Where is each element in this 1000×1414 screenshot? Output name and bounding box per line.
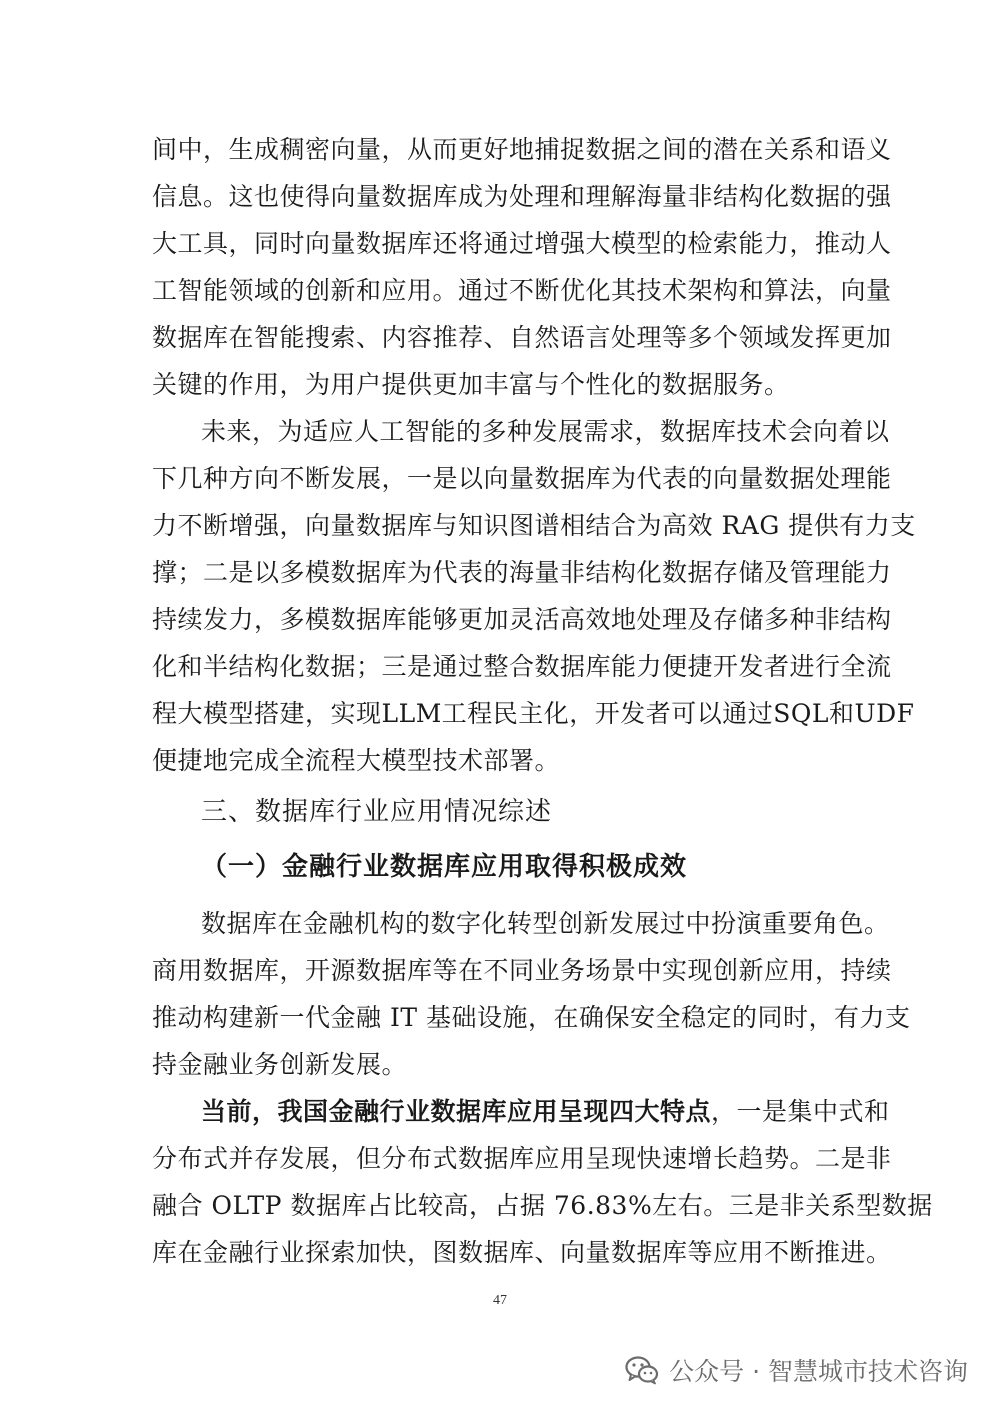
paragraph-line: 便捷地完成全流程大模型技术部署。: [152, 746, 561, 775]
paragraph-line: 融合 OLTP 数据库占比较高，占据 76.83%左右。三是非关系型数据: [152, 1191, 933, 1220]
paragraph-line: 下几种方向不断发展，一是以向量数据库为代表的向量数据处理能: [152, 464, 892, 493]
paragraph-line: 工智能领域的创新和应用。通过不断优化其技术架构和算法，向量: [152, 276, 892, 305]
paragraph-line: 库在金融行业探索加快，图数据库、向量数据库等应用不断推进。: [152, 1238, 892, 1267]
page-number: 47: [493, 1293, 507, 1308]
paragraph-line: 信息。这也使得向量数据库成为处理和理解海量非结构化数据的强: [152, 182, 892, 211]
paragraph-line: 推动构建新一代金融 IT 基础设施，在确保安全稳定的同时，有力支: [152, 1003, 911, 1032]
bold-lead-text: 当前，我国金融行业数据库应用呈现四大特点: [201, 1097, 712, 1126]
paragraph-line: 撑；二是以多模数据库为代表的海量非结构化数据存储及管理能力: [152, 558, 892, 587]
paragraph-line: 持续发力，多模数据库能够更加灵活高效地处理及存储多种非结构: [152, 605, 892, 634]
wechat-icon: [625, 1355, 659, 1385]
paragraph-line: 分布式并存发展，但分布式数据库应用呈现快速增长趋势。二是非: [152, 1144, 892, 1173]
watermark-text: 公众号 · 智慧城市技术咨询: [669, 1357, 968, 1386]
subsection-heading: （一）金融行业数据库应用取得积极成效: [201, 852, 688, 882]
paragraph-line: 商用数据库，开源数据库等在不同业务场景中实现创新应用，持续: [152, 956, 892, 985]
paragraph-line: 关键的作用，为用户提供更加丰富与个性化的数据服务。: [152, 370, 790, 399]
paragraph-line: 间中，生成稠密向量，从而更好地捕捉数据之间的潜在关系和语义: [152, 135, 892, 164]
paragraph-line: 数据库在智能搜索、内容推荐、自然语言处理等多个领域发挥更加: [152, 323, 892, 352]
paragraph-line: 大工具，同时向量数据库还将通过增强大模型的检索能力，推动人: [152, 229, 892, 258]
paragraph-line: 数据库在金融机构的数字化转型创新发展过中扮演重要角色。: [201, 909, 890, 938]
paragraph-line: 未来，为适应人工智能的多种发展需求，数据库技术会向着以: [201, 417, 890, 446]
paragraph-line: 力不断增强，向量数据库与知识图谱相结合为高效 RAG 提供有力支: [152, 511, 916, 540]
watermark: [625, 1352, 968, 1388]
paragraph-line: [201, 1096, 890, 1128]
paragraph-line: 程大模型搭建，实现LLM工程民主化，开发者可以通过SQL和UDF: [152, 699, 915, 728]
paragraph-line: 化和半结构化数据；三是通过整合数据库能力便捷开发者进行全流: [152, 652, 892, 681]
lead-rest-text: ，一是集中式和: [711, 1097, 890, 1126]
paragraph-line: 持金融业务创新发展。: [152, 1050, 408, 1079]
section-heading: 三、数据库行业应用情况综述: [201, 797, 553, 827]
